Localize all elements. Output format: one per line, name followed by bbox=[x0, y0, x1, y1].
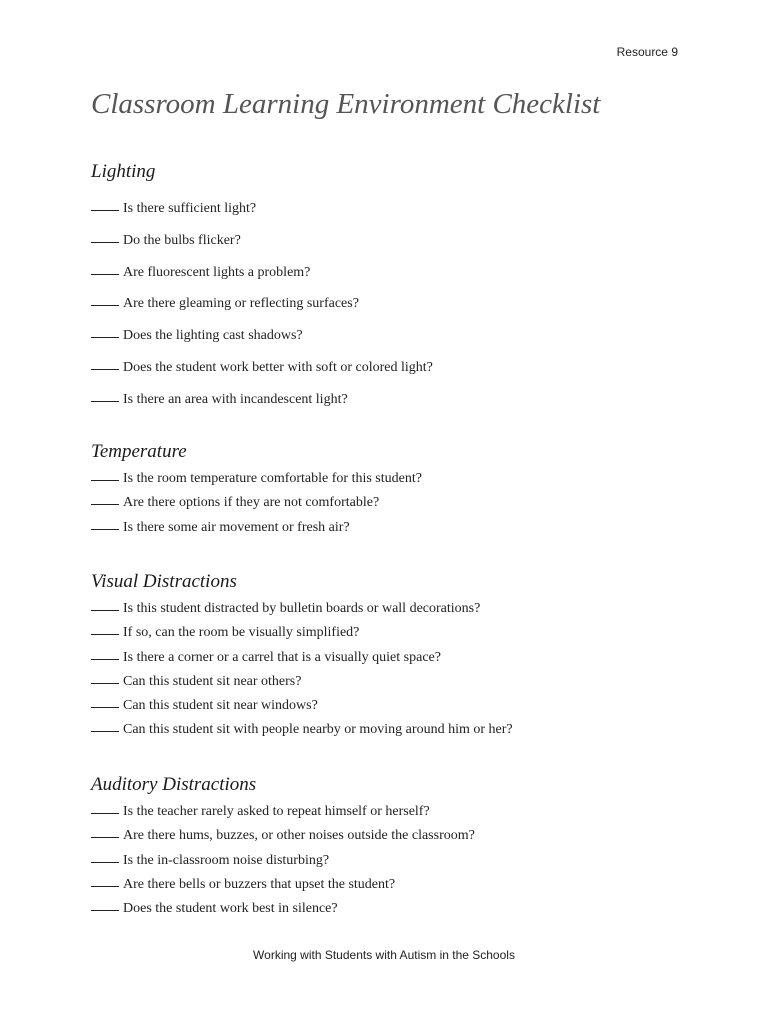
checklist-item bbox=[91, 193, 691, 225]
checklist-item-text: Are there gleaming or reflecting surfaces? bbox=[123, 296, 359, 312]
checklist-item-text: Are there bells or buzzers that upset the student? bbox=[123, 876, 396, 892]
checklist-item-text: Is there an area with incandescent light? bbox=[123, 391, 348, 407]
checklist-item-text: Can this student sit with people nearby or moving around him or her? bbox=[123, 722, 513, 738]
checkbox-blank[interactable] bbox=[91, 401, 119, 402]
checkbox-blank[interactable] bbox=[91, 210, 119, 211]
checkbox-blank[interactable] bbox=[91, 837, 119, 838]
checklist-item-text: Is this student distracted by bulletin boards or wall decorations? bbox=[123, 601, 481, 616]
section-visual-distractions bbox=[91, 570, 691, 743]
checklist-item bbox=[91, 597, 691, 621]
checklist-item bbox=[91, 491, 691, 515]
checklist-item bbox=[91, 873, 691, 897]
checklist-item bbox=[91, 646, 691, 670]
checklist-item bbox=[91, 718, 691, 742]
checklist-item-text: Is there some air movement or fresh air? bbox=[123, 519, 350, 535]
checklist-item-text: Is the room temperature comfortable for this student? bbox=[123, 471, 422, 486]
checkbox-blank[interactable] bbox=[91, 504, 119, 505]
checkbox-blank[interactable] bbox=[91, 813, 119, 814]
checkbox-blank[interactable] bbox=[91, 634, 119, 635]
checklist-lighting bbox=[91, 193, 691, 416]
checkbox-blank[interactable] bbox=[91, 337, 119, 338]
checkbox-blank[interactable] bbox=[91, 480, 119, 481]
checklist-item-text: Can this student sit near others? bbox=[123, 673, 302, 689]
checklist-item bbox=[91, 800, 691, 824]
page-title: Classroom Learning Environment Checklist bbox=[91, 88, 601, 120]
checklist-item-text: Does the lighting cast shadows? bbox=[123, 328, 303, 344]
section-heading-auditory-distractions: Auditory Distractions bbox=[91, 774, 257, 795]
checklist-item-text: If so, can the room be visually simplified? bbox=[123, 625, 360, 641]
checklist-visual-distractions bbox=[91, 597, 691, 743]
checklist-item bbox=[91, 670, 691, 694]
checkbox-blank[interactable] bbox=[91, 659, 119, 660]
checklist-item bbox=[91, 288, 691, 320]
checkbox-blank[interactable] bbox=[91, 369, 119, 370]
checkbox-blank[interactable] bbox=[91, 862, 119, 863]
checkbox-blank[interactable] bbox=[91, 529, 119, 530]
checklist-item bbox=[91, 516, 691, 540]
checkbox-blank[interactable] bbox=[91, 731, 119, 732]
checklist-item bbox=[91, 384, 691, 416]
checklist-item-text: Does the student work better with soft or colored light? bbox=[123, 359, 433, 375]
checklist-item bbox=[91, 320, 691, 352]
resource-label: Resource 9 bbox=[616, 45, 678, 59]
checkbox-blank[interactable] bbox=[91, 886, 119, 887]
page-footer: Working with Students with Autism in the Schools bbox=[253, 948, 515, 962]
checklist-item-text: Are there hums, buzzes, or other noises outside the classroom? bbox=[123, 828, 475, 844]
checkbox-blank[interactable] bbox=[91, 683, 119, 684]
checklist-item bbox=[91, 225, 691, 257]
checkbox-blank[interactable] bbox=[91, 910, 119, 911]
section-temperature bbox=[91, 440, 691, 540]
section-heading-lighting: Lighting bbox=[91, 161, 156, 182]
checkbox-blank[interactable] bbox=[91, 305, 119, 306]
checklist-item bbox=[91, 621, 691, 645]
checklist-item-text: Can this student sit near windows? bbox=[123, 698, 318, 714]
section-heading-temperature: Temperature bbox=[91, 441, 187, 462]
checkbox-blank[interactable] bbox=[91, 610, 119, 611]
checklist-item-text: Do the bulbs flicker? bbox=[123, 232, 241, 248]
checklist-item-text: Is the in-classroom noise disturbing? bbox=[123, 852, 330, 868]
checklist-item bbox=[91, 467, 691, 491]
checkbox-blank[interactable] bbox=[91, 707, 119, 708]
checkbox-blank[interactable] bbox=[91, 242, 119, 243]
checklist-item-text: Are fluorescent lights a problem? bbox=[123, 264, 311, 280]
checklist-item bbox=[91, 694, 691, 718]
checklist-item bbox=[91, 824, 691, 848]
checklist-item-text: Is there sufficient light? bbox=[123, 201, 257, 216]
section-auditory-distractions bbox=[91, 773, 691, 921]
checklist-auditory-distractions bbox=[91, 800, 691, 921]
checkbox-blank[interactable] bbox=[91, 274, 119, 275]
section-heading-visual-distractions: Visual Distractions bbox=[91, 571, 237, 592]
checklist-item-text: Is there a corner or a carrel that is a visually quiet space? bbox=[123, 649, 441, 665]
section-lighting bbox=[91, 160, 691, 416]
checklist-temperature bbox=[91, 467, 691, 540]
checklist-item bbox=[91, 257, 691, 289]
checklist-item bbox=[91, 352, 691, 384]
checklist-item bbox=[91, 897, 691, 921]
checklist-item-text: Does the student work best in silence? bbox=[123, 901, 338, 917]
checklist-item-text: Is the teacher rarely asked to repeat himself or herself? bbox=[123, 804, 430, 819]
checklist-item bbox=[91, 849, 691, 873]
checklist-item-text: Are there options if they are not comfortable? bbox=[123, 495, 380, 511]
